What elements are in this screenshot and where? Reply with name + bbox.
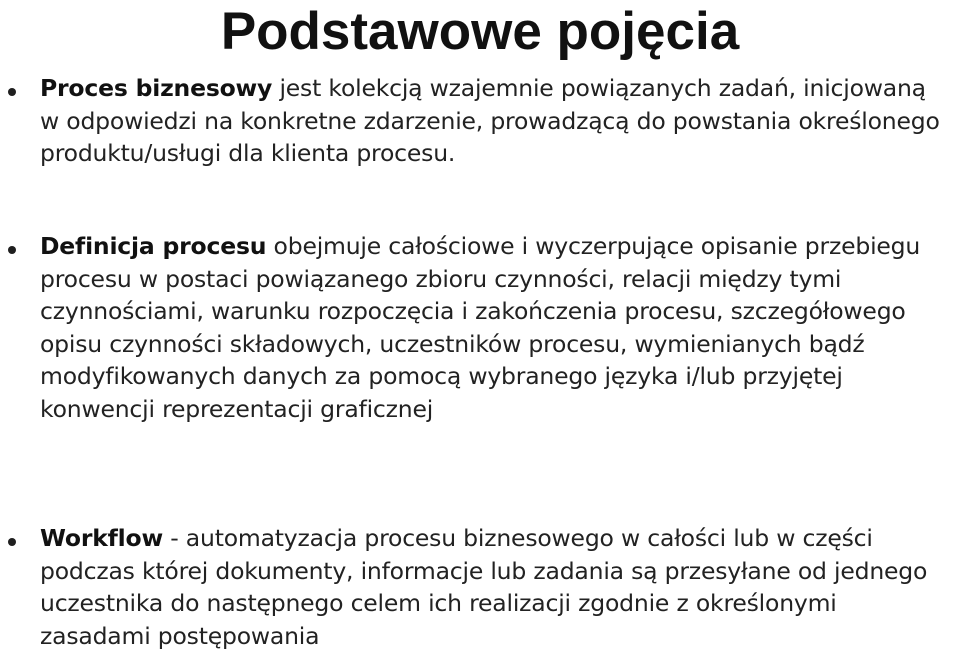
bullet-icon [8,88,16,96]
slide-title: Podstawowe pojęcia [220,2,740,61]
bullet-body: - automatyzacja procesu biznesowego w całości lub w części podczas której dokumenty, informacje lub zadania są przesyłane od jednego uczestnika do następnego celem ich realizacji zgodnie z określonymi zasadami postępowania [40,524,928,650]
bullet-icon [8,246,16,254]
bullet-text [40,72,952,170]
bullet-text [40,230,952,425]
bullet-body: obejmuje całościowe i wyczerpujące opisanie przebiegu procesu w postaci powiązanego zbioru czynności, relacji między tymi czynnościami, warunku rozpoczęcia i zakończenia procesu, szczegółowego opisu czynności składowych, uczestników procesu, wymienianych bądź modyfikowanych danych za pomocą wybranego języka i/lub przyjętej konwencji reprezentacji graficznej [40,232,921,423]
bullet-term: Proces biznesowy [40,74,273,102]
bullet-text [40,522,952,652]
bullet-term: Workflow [40,524,163,552]
bullet-body: jest kolekcją wzajemnie powiązanych zadań, inicjowaną w odpowiedzi na konkretne zdarzenie, prowadzącą do powstania określonego produktu/usługi dla klienta procesu. [40,74,940,167]
bullet-icon [8,538,16,546]
bullet-term: Definicja procesu [40,232,267,260]
